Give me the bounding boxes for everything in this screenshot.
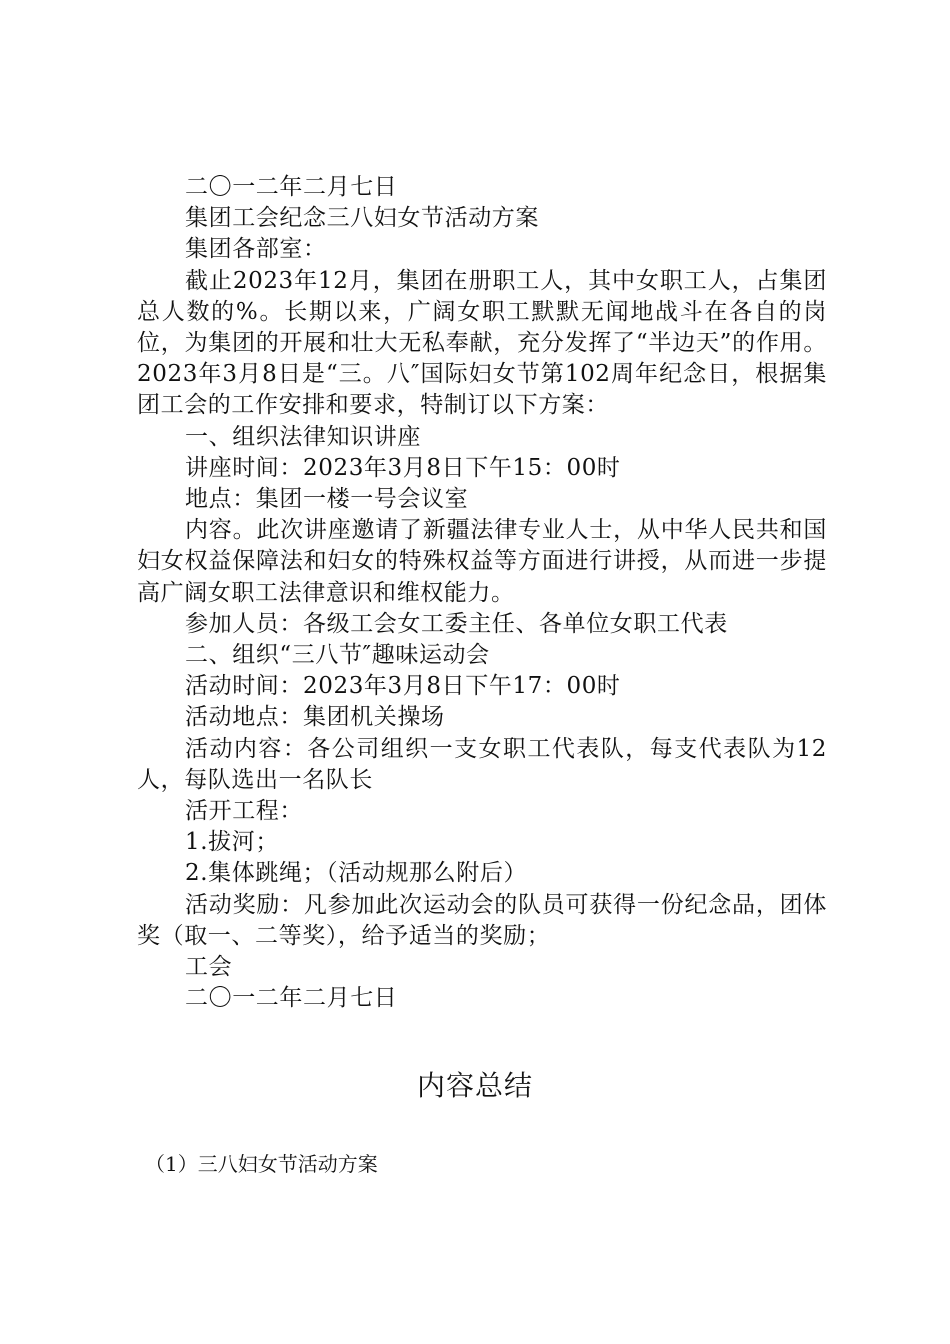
lecture-location: 地点：集团一楼一号会议室 bbox=[185, 486, 469, 513]
date-line: 二〇一二年二月七日 bbox=[185, 174, 398, 200]
signature-org: 工会 bbox=[185, 954, 233, 981]
signature-date: 二〇一二年二月七日 bbox=[185, 985, 398, 1012]
lecture-content: 内容。此次讲座邀请了新疆法律专业人士，从中华人民共和国妇女权益保障法和妇女的特殊权益等方面进行讲授，从而进一步提高广阔女职工法律意识和维权能力。 bbox=[137, 517, 827, 606]
section-heading-games: 二、组织“三八节″趣味运动会 bbox=[185, 642, 490, 669]
document-body bbox=[137, 172, 827, 1014]
games-content: 活动内容：各公司组织一支女职工代表队，每支代表队为12人，每队选出一名队长 bbox=[137, 735, 827, 793]
section-heading-lecture: 一、组织法律知识讲座 bbox=[185, 423, 421, 450]
games-location: 活动地点：集团机关操场 bbox=[185, 704, 445, 731]
games-item-1: 1.拔河； bbox=[185, 829, 279, 856]
lecture-time: 讲座时间：2023年3月8日下午15：00时 bbox=[185, 454, 621, 481]
summary-item: （1）三八妇女节活动方案 bbox=[145, 1152, 378, 1176]
games-time: 活动时间：2023年3月8日下午17：00时 bbox=[185, 673, 621, 700]
games-rewards: 活动奖励：凡参加此次运动会的队员可获得一份纪念品，团体奖（取一、二等奖），给予适当的奖励； bbox=[137, 891, 827, 949]
lecture-participants: 参加人员：各级工会女工委主任、各单位女职工代表 bbox=[185, 610, 728, 637]
intro-paragraph: 截止2023年12月，集团在册职工人，其中女职工人，占集团总人数的%。长期以来，广阔女职工默默无闻地战斗在各自的岗位，为集团的开展和壮大无私奉献，充分发挥了“半边天”的作用。2023年3月8日是“三。八″国际妇女节第102周年纪念日，根据集团工会的工作安排和要求，特制订以下方案： bbox=[137, 267, 827, 419]
games-items-heading: 活开工程： bbox=[185, 798, 303, 825]
salutation: 集团各部室： bbox=[185, 236, 327, 263]
document-title: 集团工会纪念三八妇女节活动方案 bbox=[185, 205, 539, 232]
games-item-2: 2.集体跳绳；（活动规那么附后） bbox=[185, 860, 528, 887]
summary-title: 内容总结 bbox=[416, 1069, 533, 1102]
